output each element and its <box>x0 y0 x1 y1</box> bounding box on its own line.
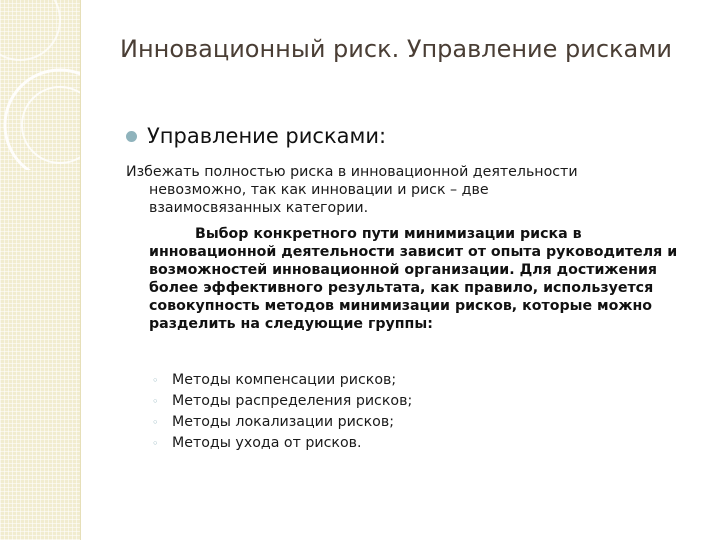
list-item <box>152 370 412 391</box>
methods-list <box>152 370 412 454</box>
intro-line-1: Избежать полностью риска в инновационной деятельности <box>126 164 578 180</box>
circle-ornament-icon <box>0 0 80 170</box>
intro-paragraph <box>126 163 696 217</box>
body-paragraph <box>149 225 697 333</box>
intro-line-3: взаимосвязанных категории. <box>149 200 369 216</box>
slide-title: Инновационный риск. Управление рисками <box>120 35 672 63</box>
ring-bullet-icon: ◦ <box>152 437 159 450</box>
list-item <box>152 433 412 454</box>
main-bullet <box>126 124 386 148</box>
list-item-text: Методы ухода от рисков. <box>172 435 362 451</box>
ring-bullet-icon: ◦ <box>152 416 159 429</box>
intro-line-2: невозможно, так как инновации и риск – две <box>149 182 489 198</box>
list-item <box>152 391 412 412</box>
ring-bullet-icon: ◦ <box>152 395 159 408</box>
list-item-text: Методы распределения рисков; <box>172 393 413 409</box>
list-item <box>152 412 412 433</box>
ring-bullet-icon: ◦ <box>152 374 159 387</box>
list-item-text: Методы локализации рисков; <box>172 414 394 430</box>
bullet-dot-icon <box>126 131 137 142</box>
body-paragraph-text: Выбор конкретного пути минимизации риска в инновационной деятельности зависит от опыта руководителя и возможностей инновационной организации. Для достижения более эффективного результата, как правило, используется совокупность методов минимизации рисков, которые можно разделить на следующие группы: <box>149 226 678 332</box>
list-item-text: Методы компенсации рисков; <box>172 372 397 388</box>
main-bullet-text: Управление рисками: <box>147 124 387 148</box>
decorative-side-strip <box>0 0 81 540</box>
